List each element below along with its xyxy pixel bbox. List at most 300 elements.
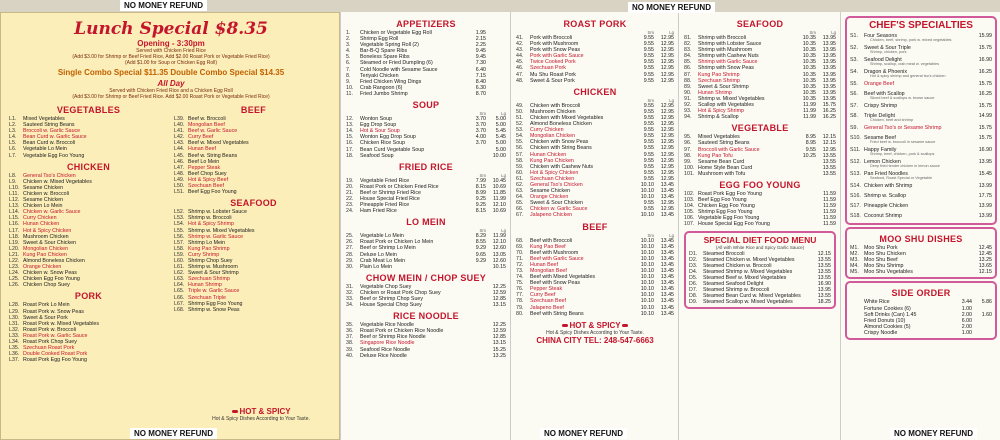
item-price-small: 9.55 bbox=[643, 53, 654, 60]
item-code: 83. bbox=[684, 47, 692, 54]
item-name: Hot & Spicy Shrimp bbox=[188, 221, 234, 228]
item-name: Beef Chop Suey bbox=[188, 170, 227, 177]
item-code: D5. bbox=[689, 274, 698, 281]
item-price-small: 12.15 bbox=[817, 250, 831, 257]
item-price-small: 13.55 bbox=[817, 256, 831, 263]
item-price-large: 11.85 bbox=[493, 189, 506, 196]
item-price-small: 13.99 bbox=[978, 183, 992, 189]
item-name: Pineapple Chicken bbox=[864, 203, 909, 209]
item-name: Steamed Scallop w. Mixed Vegetables bbox=[703, 299, 793, 306]
item-name: Chicken w. Garlic Sauce bbox=[23, 209, 81, 216]
item-name: Chicken w. Broccoli bbox=[23, 190, 69, 197]
item-price-large: 12.95 bbox=[660, 121, 674, 128]
section-title: SEAFOOD bbox=[736, 19, 784, 29]
menu-item bbox=[9, 153, 168, 159]
section-title: RICE NOODLE bbox=[393, 311, 459, 322]
item-name: Beef or Shrimp Fried Rice bbox=[360, 189, 421, 196]
item-code: L41. bbox=[174, 128, 185, 135]
item-name: Seafood Soup bbox=[360, 152, 394, 159]
item-price-large: 11.59 bbox=[823, 203, 836, 210]
menu-item bbox=[850, 269, 992, 275]
item-code: 30. bbox=[346, 263, 354, 270]
item-price-small: 10.10 bbox=[640, 304, 654, 311]
item-name: Pepper Steak bbox=[530, 286, 563, 293]
item-price-large: 13.55 bbox=[822, 170, 836, 177]
item-description: Chicken, beef and shrimp bbox=[870, 118, 914, 122]
item-code: 90. bbox=[684, 89, 692, 96]
item-name: Crab Meat Lo Mein bbox=[360, 257, 406, 264]
item-code: 55. bbox=[516, 139, 524, 146]
item-price-small: 10.10 bbox=[640, 286, 654, 293]
moo-shu-box bbox=[845, 227, 997, 279]
item-price-large: 10.69 bbox=[492, 183, 506, 190]
item-name: Mixed Vegetables bbox=[698, 134, 740, 141]
item-name: Sesame Beef bbox=[864, 135, 896, 141]
item-name: Vegetable Fried Rice bbox=[360, 177, 410, 184]
item-name: Pepper Steak bbox=[188, 164, 221, 171]
item-price-small: 10.10 bbox=[640, 194, 654, 201]
item-name: Vegetable Lo Mein bbox=[23, 146, 67, 153]
item-name: Beef w. String Beans bbox=[188, 152, 238, 159]
item-name: Chicken Chop Suey bbox=[23, 282, 70, 289]
item-price-large: 12.15 bbox=[822, 140, 836, 147]
item-code: 101. bbox=[684, 170, 695, 177]
section-title: FRIED RICE bbox=[398, 161, 453, 172]
item-price-small: 2.25 bbox=[475, 42, 486, 49]
item-price-large: 13.95 bbox=[822, 59, 836, 66]
item-price-large: 11.59 bbox=[823, 215, 836, 222]
item-code: 80. bbox=[516, 310, 524, 317]
item-name: Beef with String Beans bbox=[530, 310, 584, 317]
item-code: L46. bbox=[174, 158, 185, 165]
item-name: Broccoli w. Garlic Sauce bbox=[23, 128, 81, 135]
item-code: L48. bbox=[174, 170, 185, 177]
item-name: Vegetable Spring Roll (2) bbox=[360, 42, 419, 49]
item-price-large: 12.95 bbox=[660, 151, 674, 158]
item-price-small: 10.10 bbox=[640, 212, 654, 219]
item-price-small: 16.25 bbox=[978, 69, 992, 75]
item-name: Beef with Mixed Vegetables bbox=[530, 274, 596, 281]
item-price-large: 5.86 bbox=[981, 299, 992, 306]
item-price-small: 3.70 bbox=[475, 122, 486, 129]
item-price-small: 13.95 bbox=[978, 159, 992, 165]
item-name: Boneless Spare Ribs bbox=[360, 54, 410, 61]
item-code: L29. bbox=[9, 308, 20, 315]
item-name: Fried Chicken Wing Dings bbox=[360, 78, 422, 85]
item-code: L61. bbox=[174, 264, 185, 271]
item-code: L45. bbox=[174, 152, 185, 159]
item-price-large: 12.95 bbox=[660, 114, 674, 121]
size-small-label: Sm bbox=[479, 111, 486, 117]
item-name: Shrimp w. Garlic Sauce bbox=[188, 233, 244, 240]
menu-item bbox=[850, 330, 992, 336]
item-name: Chicken w. Snow Peas bbox=[23, 270, 77, 277]
item-code: 70. bbox=[516, 249, 524, 256]
item-price-small: 9.55 bbox=[643, 47, 654, 54]
item-name: Curry Beef bbox=[530, 292, 556, 299]
item-price-small: 10.10 bbox=[640, 268, 654, 274]
item-code: 21. bbox=[346, 189, 354, 196]
item-name: Shrimp with Mushroom bbox=[698, 47, 753, 54]
item-price-large: 13.45 bbox=[660, 292, 674, 299]
item-code: L7. bbox=[9, 152, 17, 159]
section-title: ROAST PORK bbox=[563, 19, 627, 29]
item-price-small: 3.70 bbox=[475, 128, 486, 135]
item-name: Pineapple Fried Rice bbox=[360, 202, 410, 209]
pepper-icon bbox=[232, 410, 238, 413]
item-code: L13. bbox=[9, 203, 20, 210]
item-price-large: 12.95 bbox=[660, 71, 674, 78]
item-code: 42. bbox=[516, 41, 524, 48]
item-price-small: 9.55 bbox=[643, 65, 654, 72]
pepper-icon bbox=[622, 324, 628, 327]
item-name: Roast Pork Egg Foo Young bbox=[23, 357, 87, 364]
item-price-small: 1.95 bbox=[475, 30, 486, 36]
item-code: S3. bbox=[850, 57, 858, 63]
item-price-large: 12.95 bbox=[660, 175, 674, 182]
item-name: Lemon Chicken bbox=[864, 159, 901, 165]
item-code: L25. bbox=[9, 276, 20, 283]
item-code: L1. bbox=[9, 116, 17, 122]
item-price-small: 2.00 bbox=[961, 323, 972, 330]
item-code: 4. bbox=[346, 48, 351, 55]
item-price-small: 15.45 bbox=[978, 171, 992, 177]
item-code: L54. bbox=[174, 221, 185, 228]
item-code: 15. bbox=[346, 134, 354, 141]
all-day-title: All Day bbox=[157, 79, 185, 88]
item-price-small: 7.99 bbox=[475, 177, 486, 184]
item-price-large: 12.95 bbox=[660, 77, 674, 84]
item-price-large: 13.45 bbox=[660, 249, 674, 256]
item-code: 75. bbox=[516, 280, 524, 287]
item-price-small: 8.95 bbox=[805, 134, 816, 141]
item-code: 85. bbox=[684, 59, 692, 66]
item-code: 26. bbox=[346, 239, 354, 246]
item-name: Jalapeno Chicken bbox=[530, 212, 573, 219]
item-price-large: 12.59 bbox=[492, 289, 506, 296]
item-code: 37. bbox=[346, 334, 354, 341]
item-code: 97. bbox=[684, 146, 692, 153]
item-price-small: 17.75 bbox=[978, 193, 992, 199]
item-code: 79. bbox=[516, 304, 524, 311]
item-price-small: 10.35 bbox=[802, 95, 816, 102]
item-code: 68. bbox=[516, 237, 524, 244]
item-code: 84. bbox=[684, 53, 692, 60]
item-price-small: 8.15 bbox=[475, 183, 486, 190]
item-code: S1. bbox=[850, 33, 858, 39]
phone-number: CHINA CITY TEL: 248-547-6663 bbox=[536, 335, 654, 345]
item-price-small: 15.75 bbox=[978, 125, 992, 131]
item-price-small: 10.35 bbox=[802, 41, 816, 48]
item-price-small: 3.70 bbox=[475, 140, 486, 147]
item-name: Mushroom with Tofu bbox=[698, 170, 746, 177]
no-refund-banner: NO MONEY REFUND bbox=[120, 0, 207, 11]
item-price-large: 12.95 bbox=[660, 65, 674, 72]
item-price-small: 2.00 bbox=[961, 311, 972, 318]
lunch-opening: Opening - 3:30pm bbox=[137, 39, 205, 48]
item-name: Hot & Sour Soup bbox=[360, 128, 400, 135]
item-name: Szechuan Roast Pork bbox=[23, 345, 75, 352]
item-code: M1. bbox=[850, 245, 859, 251]
item-price-small: 3.44 bbox=[961, 299, 972, 306]
item-price-small: 15.75 bbox=[978, 103, 992, 109]
item-code: 17. bbox=[346, 146, 354, 153]
item-name: Kung Pao Shrimp bbox=[698, 71, 740, 78]
item-name: Sesame Chicken bbox=[530, 188, 571, 195]
item-description: Deep fried tender chicken in lemon sauce bbox=[870, 164, 940, 168]
item-price-small: 13.99 bbox=[978, 203, 992, 209]
item-name: Chicken w. Mixed Vegetables bbox=[23, 178, 92, 185]
item-code: 38. bbox=[346, 340, 354, 347]
item-name: Hot & Spicy Beef bbox=[188, 176, 229, 183]
item-price-small: 10.35 bbox=[802, 71, 816, 78]
item-code: L5. bbox=[9, 140, 17, 147]
item-name: Beef w. Broccoli bbox=[188, 116, 226, 122]
item-name: Shrimp with Cashew Nuts bbox=[698, 53, 759, 60]
item-code: 11. bbox=[346, 90, 353, 97]
item-name: Roast Pork w. Garlic Sauce bbox=[23, 332, 88, 339]
item-name: Happy Family bbox=[864, 147, 897, 153]
item-code: 100. bbox=[684, 164, 695, 171]
item-price-small: 13.65 bbox=[978, 263, 992, 270]
item-name: Moo Shu Chicken bbox=[864, 251, 906, 258]
item-code: 12. bbox=[346, 116, 354, 123]
item-name: Jalapeno Beef bbox=[530, 304, 564, 311]
item-price-small: 10.25 bbox=[802, 152, 816, 159]
item-price-small: 13.99 bbox=[978, 213, 992, 219]
item-code: L66. bbox=[174, 294, 185, 301]
item-price-large: 12.10 bbox=[492, 202, 506, 209]
item-code: L64. bbox=[174, 282, 185, 289]
item-code: 45. bbox=[516, 59, 524, 66]
item-code: 78. bbox=[516, 298, 524, 305]
item-code: 41. bbox=[516, 35, 524, 41]
item-name: Hunan Beef bbox=[188, 146, 216, 153]
item-name: Sauteed String Beans bbox=[698, 140, 750, 147]
item-name: Hunan Beef bbox=[530, 261, 558, 268]
hot-spicy-text: Hot & Spicy Dishes According to Your Taste. bbox=[212, 416, 310, 422]
item-code: 82. bbox=[684, 41, 692, 48]
item-name: Chicken with Shrimp bbox=[864, 183, 913, 189]
item-price-large: 12.95 bbox=[660, 47, 674, 54]
size-large-label: Lg bbox=[831, 30, 836, 35]
item-price-large: 12.25 bbox=[492, 322, 506, 329]
menu-column-meats bbox=[510, 12, 678, 440]
section-title: EGG FOO YOUNG bbox=[719, 179, 801, 190]
item-code: 1. bbox=[346, 30, 351, 36]
item-price-small: 16.90 bbox=[978, 57, 992, 63]
item-code: 23. bbox=[346, 202, 354, 209]
all-day-note: Served with Chicken Fried Rice and a Chicken Egg Roll bbox=[109, 88, 233, 94]
item-price-small: 9.55 bbox=[643, 77, 654, 84]
item-price-small: 10.35 bbox=[802, 35, 816, 41]
item-code: L56. bbox=[174, 233, 185, 240]
item-name: Roast Pork Egg Foo Young bbox=[698, 190, 762, 197]
size-large-label: Lg bbox=[501, 111, 506, 117]
item-name: Shrimp Lo Mein bbox=[188, 239, 226, 246]
hot-spicy-title: HOT & SPICY bbox=[569, 320, 621, 330]
item-price-small: 7.15 bbox=[475, 72, 486, 79]
item-price-large: 12.10 bbox=[492, 239, 506, 246]
item-name: Wonton Egg Drop Soup bbox=[360, 134, 416, 141]
size-small-label: Sm bbox=[647, 232, 654, 238]
no-refund-banner: NO MONEY REFUND bbox=[130, 428, 217, 439]
item-price-small: 13.95 bbox=[817, 287, 831, 294]
no-refund-banner: NO MONEY REFUND bbox=[628, 2, 715, 13]
item-code: 64. bbox=[516, 194, 524, 201]
item-price-large: 11.59 bbox=[823, 209, 836, 216]
item-name: Vegetable Chop Suey bbox=[360, 283, 412, 290]
item-name: Bean Curd Vegetable Soup bbox=[360, 146, 425, 153]
item-code: L52. bbox=[174, 209, 185, 216]
item-name: Chicken Lo Mein bbox=[23, 203, 63, 210]
item-name: Szechuan Triple bbox=[188, 294, 226, 301]
item-name: House Special Fried Rice bbox=[360, 195, 420, 202]
item-name: Mongolian Beef bbox=[530, 268, 567, 274]
item-name: Chicken with Snow Peas bbox=[530, 139, 589, 146]
item-price-small: 10.10 bbox=[640, 280, 654, 287]
item-price-large: 13.45 bbox=[660, 310, 674, 317]
item-code: 74. bbox=[516, 274, 524, 281]
item-name: Shrimp w. Lobster Sauce bbox=[188, 209, 247, 216]
item-name: Shrimp w. Broccoli bbox=[188, 215, 232, 222]
menu-item bbox=[346, 302, 506, 308]
item-code: L17. bbox=[9, 227, 20, 234]
item-price-small: 13.55 bbox=[817, 262, 831, 269]
item-code: L40. bbox=[174, 122, 185, 129]
item-price-small: 9.55 bbox=[643, 139, 654, 146]
item-price-small: 9.55 bbox=[643, 127, 654, 134]
item-name: Steamed Beef w. Mixed Vegetables bbox=[703, 274, 787, 281]
item-code: 62. bbox=[516, 181, 524, 188]
item-name: Roast Pork Chop Suey bbox=[23, 339, 77, 345]
menu-item bbox=[516, 78, 674, 84]
item-name: Hunan Chicken bbox=[530, 151, 567, 158]
menu-item bbox=[174, 189, 333, 195]
item-code: 48. bbox=[516, 77, 524, 84]
item-code: 40. bbox=[346, 352, 354, 359]
item-name: Seafood Rice Noodle bbox=[360, 346, 411, 353]
item-price-large: 13.45 bbox=[660, 286, 674, 293]
item-price-small: 9.55 bbox=[643, 114, 654, 121]
item-description: Shrimp, scallop, crab meat w. vegetables bbox=[870, 62, 940, 66]
item-price-large: 12.95 bbox=[660, 200, 674, 207]
item-price-small: 9.65 bbox=[475, 251, 486, 258]
item-price-large: 5.00 bbox=[495, 146, 506, 153]
item-code: 43. bbox=[516, 47, 524, 54]
item-name: White Rice bbox=[864, 299, 890, 306]
item-code: L57. bbox=[174, 239, 185, 246]
item-price-large: 13.55 bbox=[822, 152, 836, 159]
item-code: S8. bbox=[850, 113, 858, 119]
lunch-section-title: CHICKEN bbox=[66, 161, 111, 172]
item-price-large: 13.45 bbox=[660, 261, 674, 268]
item-code: 44. bbox=[516, 53, 524, 60]
item-price-large: 11.99 bbox=[493, 233, 506, 240]
menu-item bbox=[516, 311, 674, 317]
item-price-small: 10.35 bbox=[802, 65, 816, 72]
item-name: Shrimp & Scallop bbox=[698, 114, 739, 121]
item-name: Soft Drinks (Can) 1.45 bbox=[864, 311, 917, 318]
special-diet-box bbox=[684, 231, 836, 310]
item-price-small: 9.55 bbox=[643, 157, 654, 164]
item-name: Chicken with Mixed Vegetables bbox=[530, 114, 604, 121]
item-price-small: 12.45 bbox=[978, 251, 992, 258]
item-code: L14. bbox=[9, 209, 20, 216]
item-price-small: 13.55 bbox=[817, 268, 831, 275]
item-price-large: 13.95 bbox=[822, 53, 836, 60]
item-code: L9. bbox=[9, 178, 17, 185]
item-price-large: 12.95 bbox=[660, 157, 674, 164]
item-price-large: 13.45 bbox=[660, 298, 674, 305]
size-large-label: Lg bbox=[501, 172, 506, 178]
item-code: L53. bbox=[174, 215, 185, 222]
size-small-label: Sm bbox=[479, 228, 486, 234]
item-name: Shrimp Egg Foo Young bbox=[698, 209, 753, 216]
size-large-label: Lg bbox=[669, 232, 674, 238]
item-price-small: 9.29 bbox=[475, 257, 486, 264]
item-price-large: 13.45 bbox=[660, 280, 674, 287]
item-price-small: 10.35 bbox=[802, 59, 816, 66]
item-code: 102. bbox=[684, 190, 695, 197]
item-code: 18. bbox=[346, 152, 354, 159]
item-name: Mu Shu Roast Pork bbox=[530, 71, 576, 78]
item-code: 98. bbox=[684, 152, 692, 159]
item-name: Pork with Snow Peas bbox=[530, 47, 581, 54]
item-code: L6. bbox=[9, 146, 17, 153]
item-code: L19. bbox=[9, 239, 20, 246]
item-name: Mongolian Chicken bbox=[23, 245, 69, 252]
item-code: 52. bbox=[516, 121, 524, 128]
item-price-large: 13.95 bbox=[822, 95, 836, 102]
item-name: Pan Fried Noodles bbox=[864, 171, 908, 177]
item-code: L24. bbox=[9, 270, 20, 277]
item-name: Fried Donuts (10) bbox=[864, 317, 906, 324]
item-price-small: 10.10 bbox=[640, 310, 654, 317]
item-name: Hunan Shrimp bbox=[188, 282, 222, 289]
item-name: Teriyaki Chicken bbox=[360, 72, 399, 79]
item-price-small: 10.10 bbox=[640, 188, 654, 195]
item-name: Vegetable Egg Foo Young bbox=[23, 152, 85, 159]
item-code: L58. bbox=[174, 245, 185, 252]
item-price-small: 10.35 bbox=[802, 83, 816, 90]
item-code: L55. bbox=[174, 227, 185, 234]
item-price-small: 8.55 bbox=[475, 239, 486, 246]
section-title: VEGETABLE bbox=[731, 123, 789, 134]
item-price-large: 12.95 bbox=[660, 163, 674, 170]
section-title: CHICKEN bbox=[573, 86, 617, 97]
item-name: Beef with Broccoli bbox=[530, 237, 573, 244]
item-price-small: 9.45 bbox=[475, 54, 486, 61]
item-name: Roast Pork or Chicken Rice Noodle bbox=[360, 328, 444, 335]
item-name: Mongolian Chicken bbox=[530, 133, 576, 140]
item-name: Orange Beef bbox=[864, 81, 895, 87]
item-price-large: 13.95 bbox=[822, 65, 836, 72]
item-code: 103. bbox=[684, 197, 695, 204]
item-price-large: 13.55 bbox=[822, 158, 836, 165]
item-name: Pork with Mushroom bbox=[530, 41, 579, 48]
item-price-small: 9.29 bbox=[475, 245, 486, 252]
item-name: Wonton Soup bbox=[360, 116, 393, 123]
item-code: L36. bbox=[9, 351, 20, 358]
item-price-large: 12.95 bbox=[660, 108, 674, 115]
item-name: Broccoli with Garlic Sauce bbox=[698, 146, 760, 153]
item-price-small: 6.40 bbox=[475, 66, 486, 73]
item-price-large: 13.45 bbox=[660, 255, 674, 262]
item-code: 71. bbox=[516, 255, 524, 262]
menu-item bbox=[850, 101, 992, 111]
item-description: Fried beef w. broccoli in sesame sauce bbox=[870, 140, 936, 144]
